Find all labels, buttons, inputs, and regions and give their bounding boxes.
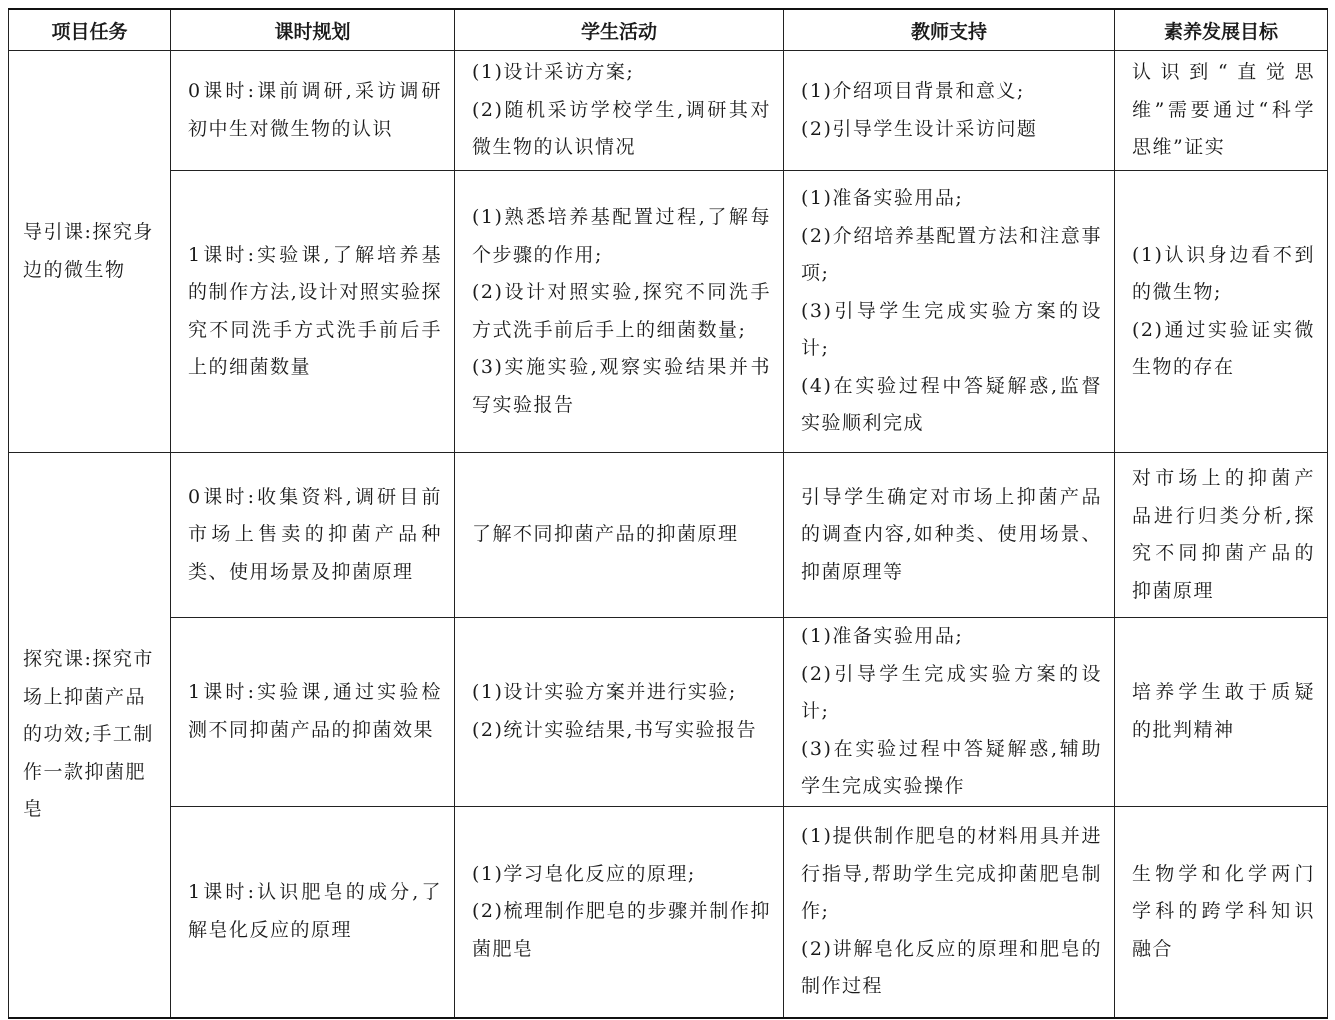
student-activity-cell bbox=[455, 51, 784, 171]
teacher-support-line: (2)引导学生完成实验方案的设计; bbox=[801, 662, 1102, 722]
student-activity-line: (2)统计实验结果,书写实验报告 bbox=[472, 718, 757, 741]
header-project-task: 项目任务 bbox=[9, 9, 171, 51]
teacher-support-cell bbox=[784, 51, 1115, 171]
student-activity-line: 了解不同抑菌产品的抑菌原理 bbox=[472, 523, 739, 546]
student-activity-cell bbox=[455, 806, 784, 1018]
goal-cell bbox=[1115, 618, 1328, 807]
student-activity-cell bbox=[455, 618, 784, 807]
teacher-support-line: 引导学生确定对市场上抑菌产品的调查内容,如种类、使用场景、抑菌原理等 bbox=[801, 485, 1102, 583]
teacher-support-line: (1)介绍项目背景和意义; bbox=[801, 80, 1025, 102]
student-activity-cell bbox=[455, 453, 784, 618]
plan-cell: 1课时:认识肥皂的成分,了解皂化反应的原理 bbox=[171, 806, 455, 1018]
goal-cell bbox=[1115, 453, 1328, 618]
goal-cell bbox=[1115, 806, 1328, 1018]
teacher-support-line: (1)提供制作肥皂的材料用具并进行指导,帮助学生完成抑菌肥皂制作; bbox=[801, 825, 1102, 922]
student-activity-line: (2)梳理制作肥皂的步骤并制作抑菌肥皂 bbox=[472, 900, 771, 960]
table-row bbox=[9, 51, 1328, 171]
teacher-support-cell bbox=[784, 453, 1115, 618]
table-row bbox=[9, 806, 1328, 1018]
teacher-support-line: (3)引导学生完成实验方案的设计; bbox=[801, 299, 1102, 360]
student-activity-cell bbox=[455, 171, 784, 453]
plan-cell: 1课时:实验课,通过实验检测不同抑菌产品的抑菌效果 bbox=[171, 618, 455, 807]
goal-cell bbox=[1115, 51, 1328, 171]
task-cell: 导引课:探究身边的微生物 bbox=[9, 51, 171, 453]
goal-line: 对市场上的抑菌产品进行归类分析,探究不同抑菌产品的抑菌原理 bbox=[1132, 467, 1315, 602]
table-row bbox=[9, 453, 1328, 618]
header-lesson-plan: 课时规划 bbox=[171, 9, 455, 51]
teacher-support-line: (1)准备实验用品; bbox=[801, 187, 964, 210]
teacher-support-line: (4)在实验过程中答疑解惑,监督实验顺利完成 bbox=[801, 374, 1102, 435]
page bbox=[8, 8, 1327, 1019]
goal-line: 培养学生敢于质疑的批判精神 bbox=[1132, 681, 1315, 741]
student-activity-line: (3)实施实验,观察实验结果并书写实验报告 bbox=[472, 356, 771, 416]
teacher-support-cell bbox=[784, 171, 1115, 453]
student-activity-line: (2)设计对照实验,探究不同洗手方式洗手前后手上的细菌数量; bbox=[472, 281, 771, 341]
goal-line: 认识到“直觉思维”需要通过“科学思维”证实 bbox=[1132, 61, 1315, 159]
student-activity-line: (1)设计采访方案; bbox=[472, 61, 635, 84]
header-row bbox=[9, 9, 1328, 51]
plan-cell: 0课时:课前调研,采访调研初中生对微生物的认识 bbox=[171, 51, 455, 171]
teacher-support-line: (3)在实验过程中答疑解惑,辅助学生完成实验操作 bbox=[801, 737, 1102, 797]
student-activity-line: (1)设计实验方案并进行实验; bbox=[472, 681, 737, 704]
header-competency-goal: 素养发展目标 bbox=[1115, 9, 1328, 51]
goal-line: (1)认识身边看不到的微生物; bbox=[1132, 243, 1315, 303]
project-plan-table bbox=[8, 8, 1328, 1019]
teacher-support-cell bbox=[784, 806, 1115, 1018]
student-activity-line: (2)随机采访学校学生,调研其对微生物的认识情况 bbox=[472, 98, 771, 159]
student-activity-line: (1)熟悉培养基配置过程,了解每个步骤的作用; bbox=[472, 206, 771, 266]
header-student-activity: 学生活动 bbox=[455, 9, 784, 51]
goal-line: 生物学和化学两门学科的跨学科知识融合 bbox=[1132, 862, 1315, 960]
teacher-support-line: (2)介绍培养基配置方法和注意事项; bbox=[801, 224, 1102, 285]
table-row bbox=[9, 171, 1328, 453]
teacher-support-line: (2)引导学生设计采访问题 bbox=[801, 117, 1038, 140]
goal-line: (2)通过实验证实微生物的存在 bbox=[1132, 318, 1315, 378]
header-teacher-support: 教师支持 bbox=[784, 9, 1115, 51]
plan-cell: 1课时:实验课,了解培养基的制作方法,设计对照实验探究不同洗手方式洗手前后手上的细菌数量 bbox=[171, 171, 455, 453]
student-activity-line: (1)学习皂化反应的原理; bbox=[472, 862, 696, 885]
teacher-support-cell bbox=[784, 618, 1115, 807]
plan-cell: 0课时:收集资料,调研目前市场上售卖的抑菌产品种类、使用场景及抑菌原理 bbox=[171, 453, 455, 618]
table-row bbox=[9, 618, 1328, 807]
task-cell: 探究课:探究市场上抑菌产品的功效;手工制作一款抑菌肥皂 bbox=[9, 453, 171, 1019]
teacher-support-line: (2)讲解皂化反应的原理和肥皂的制作过程 bbox=[801, 937, 1102, 997]
goal-cell bbox=[1115, 171, 1328, 453]
teacher-support-line: (1)准备实验用品; bbox=[801, 625, 964, 647]
